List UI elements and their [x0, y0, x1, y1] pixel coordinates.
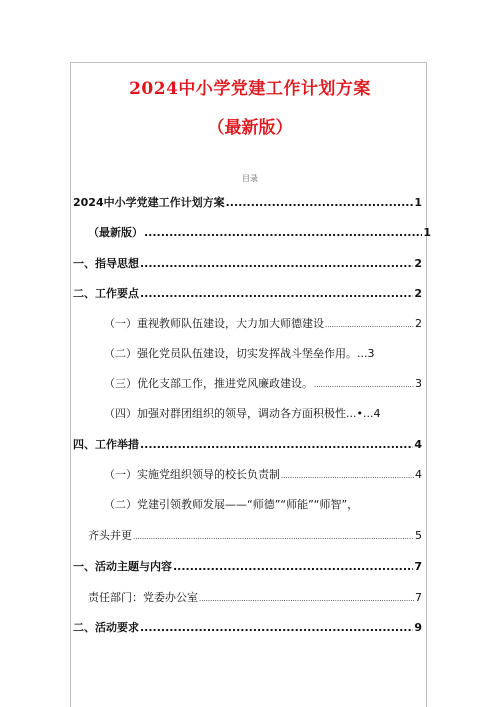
toc-entry-page: 1: [414, 196, 422, 209]
toc-leader: [199, 591, 414, 606]
toc-entry[interactable]: [104, 407, 380, 421]
toc-entry[interactable]: [104, 468, 422, 483]
toc-entry-page: 4: [415, 468, 422, 481]
toc-entry-label: （二）党建引领教师发展——“师德”“师能”“师智”，: [104, 498, 359, 511]
toc-entry-label: （三）优化支部工作，推进党风廉政建设。: [104, 377, 313, 390]
toc-leader: [325, 317, 414, 332]
toc-entry[interactable]: [104, 317, 422, 332]
toc-entry[interactable]: [73, 257, 422, 271]
toc-entry-label: （一）重视教师队伍建设，大力加大师德建设: [104, 317, 324, 330]
toc-entry[interactable]: [73, 196, 422, 210]
toc-entry-page: 2: [414, 257, 422, 270]
toc-leader: [133, 529, 414, 544]
toc-entry-label: 齐头并更: [88, 529, 132, 542]
toc-entry-label: 二、活动要求: [73, 621, 139, 634]
toc-entry-label: （四）加强对群团组织的领导，调动各方面积极性...•: [104, 407, 363, 420]
toc-entry-page: 9: [414, 621, 422, 634]
toc-entry-label: 2024中小学党建工作计划方案: [73, 196, 225, 209]
toc-entry[interactable]: [88, 226, 431, 240]
toc-entry-label: 二、工作要点: [73, 287, 139, 300]
document-title: 2024中小学党建工作计划方案: [129, 79, 371, 99]
document-subtitle: （最新版）: [207, 118, 293, 138]
toc-entry-label: （一）实施党组织领导的校长负责制: [104, 468, 280, 481]
toc-leader: [140, 257, 413, 271]
toc-leader: [140, 438, 413, 452]
toc-entry-page: 5: [415, 529, 422, 542]
toc-entry-page: 7: [415, 591, 422, 604]
toc-entry-label: 一、指导思想: [73, 257, 139, 270]
toc-entry[interactable]: [73, 621, 422, 635]
toc-entry-page: 2: [415, 317, 422, 330]
toc-entry[interactable]: [104, 347, 375, 361]
toc-entry-label: （二）强化党员队伍建设，切实发挥战斗堡垒作用。: [104, 347, 357, 360]
toc-entry-page: 1: [423, 226, 431, 239]
toc-entry-page: ...3: [357, 347, 375, 360]
toc-entry[interactable]: [73, 438, 422, 452]
toc-entry-page: 4: [414, 438, 422, 451]
toc-entry-label: 四、工作举措: [73, 438, 139, 451]
toc-entry[interactable]: [73, 287, 422, 301]
toc-entry[interactable]: [104, 377, 422, 392]
toc-entry[interactable]: [88, 591, 422, 606]
toc-leader: [314, 377, 414, 392]
toc-entry-page: 3: [415, 377, 422, 390]
toc-leader: [140, 621, 413, 635]
toc-leader: [226, 196, 414, 210]
toc-heading: 目录: [242, 174, 258, 183]
toc-entry-page: 2: [414, 287, 422, 300]
toc-leader: [281, 468, 414, 483]
toc-entry[interactable]: [73, 560, 422, 574]
toc-leader: [144, 226, 422, 240]
toc-entry[interactable]: [104, 498, 358, 512]
toc-entry-label: 责任部门：党委办公室: [88, 591, 198, 604]
toc-leader: [173, 560, 413, 574]
toc-entry[interactable]: [88, 529, 422, 544]
toc-entry-page: ...4: [362, 407, 381, 420]
toc-leader: [140, 287, 413, 301]
toc-entry-label: 一、活动主题与内容: [73, 560, 172, 573]
toc-entry-page: 7: [414, 560, 422, 573]
toc-entry-label: （最新版）: [88, 226, 143, 239]
